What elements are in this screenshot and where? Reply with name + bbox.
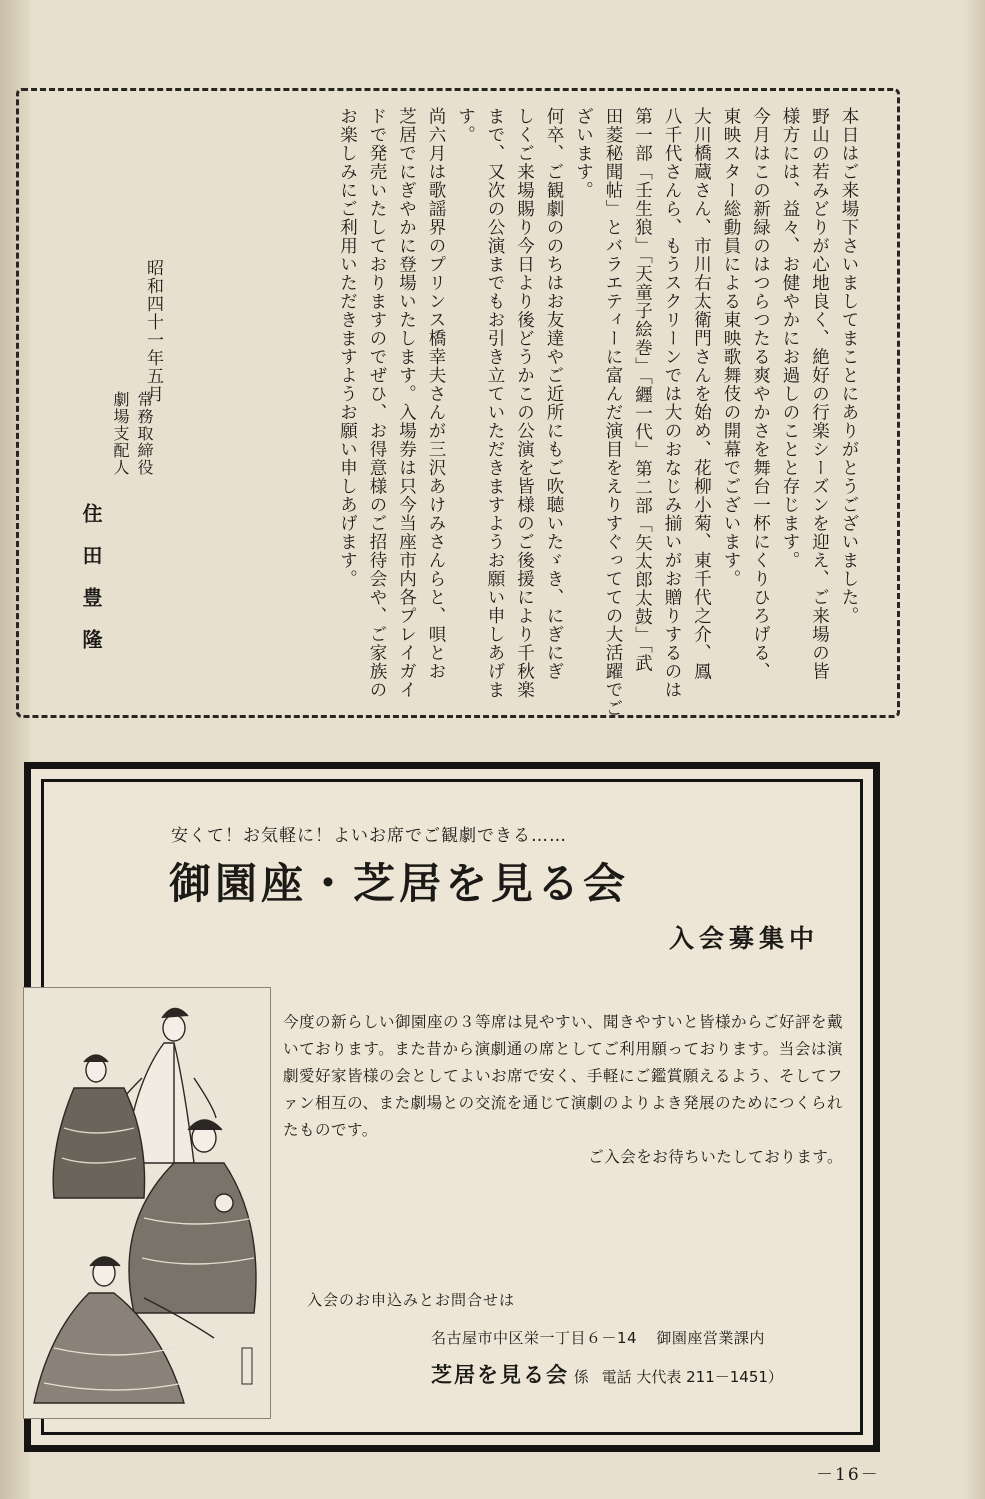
letter-line: しくご来場賜り今日より後どうかこの公演を皆様のご後援により千秋楽 <box>514 107 535 699</box>
kabuki-actors-illustration <box>23 987 271 1419</box>
signer-title-1: 常務取締役 <box>135 391 154 476</box>
letter-line: 何卒、ご観劇ののちはお友達やご近所にもご吹聴いたゞき、にぎにぎ <box>544 107 564 681</box>
signer-name: 住田豊隆 <box>79 503 103 671</box>
letter-line: 今月はこの新緑のはつらつたる爽やかさを舞台一杯にくりひろげる、 <box>750 107 771 681</box>
letter-line: 田菱秘聞帖」とバラエティーに富んだ演目をえりすぐってての大活躍でご <box>603 107 623 718</box>
letter-line: 東映スター総動員による東映歌舞伎の開幕でございます。 <box>721 107 741 588</box>
kabuki-illustration-drawing <box>24 988 270 1418</box>
ad-org-role: 係 <box>573 1368 589 1386</box>
letter-line: ざいます。 <box>573 107 594 200</box>
ad-body-paragraph: 今度の新らしい御園座の３等席は見やすい、聞きやすいと皆様からご好評を戴いております。また昔から演劇通の席としてご利用願っております。当会は演劇愛好家皆様の会としてよいお席で安く、手軽にご鑑賞願えるよう、そしてファン相互の、また劇場との交流を通じて演劇のよりよき発展のためにつくられたものです。 <box>283 1013 844 1139</box>
letter-line: 八千代さんら、もうスクリーンでは大のおなじみ揃いがお贈りするのは <box>662 107 682 699</box>
page-number: －16－ <box>816 1465 880 1485</box>
ad-contact-lead: 入会のお申込みとお問合せは <box>307 1291 516 1309</box>
letter-line: 大川橋蔵さん、市川右太衛門さんを始め、花柳小菊、東千代之介、鳳 <box>691 107 712 681</box>
letter-line: す。 <box>455 107 476 144</box>
signer-title-2: 劇場支配人 <box>111 391 130 476</box>
ad-organization-line <box>431 1359 783 1389</box>
ad-phone: 電話 大代表 211－1451） <box>601 1368 783 1386</box>
ad-title: 御園座・芝居を見る会 <box>169 859 630 908</box>
letter-line: 野山の若みどりが心地良く、絶好の行楽シーズンを迎え、ご来場の皆 <box>809 107 830 681</box>
ad-org-name: 芝居を見る会 <box>431 1363 569 1387</box>
letter-line: 尚六月は歌謡界のプリンス橋幸夫さんが三沢あけみさんらと、唄とお <box>426 107 446 681</box>
letter-line: 本日はご来場下さいましてまことにありがとうございました。 <box>839 107 859 625</box>
letter-line: 芝居でにぎやかに登場いたします。入場券は只今当座市内各プレイガイ <box>396 107 417 699</box>
ad-department: 御園座営業課内 <box>656 1329 765 1347</box>
ad-tagline: 安くて！お気軽に！よいお席でご観劇できる…… <box>171 826 567 846</box>
letter-line: ドで発売いたしておりますのでぜひ、お得意様のご招待会や、ご家族の <box>367 107 387 699</box>
greeting-letter-text <box>332 107 863 718</box>
letter-line: まで、又次の公演までもお引き立ていただきますようお願い申しあげま <box>485 107 505 699</box>
membership-advertisement <box>24 762 880 1452</box>
ad-closing: ご入会をお待ちいたしております。 <box>588 1148 843 1166</box>
page-edge-shadow <box>963 0 985 1499</box>
letter-signature <box>77 391 154 671</box>
greeting-letter-box <box>16 88 900 718</box>
ad-subtitle: 入会募集中 <box>668 924 819 953</box>
letter-line: 第一部「壬生狼」「天童子絵巻」「纒一代」第二部「矢太郎太鼓」「武 <box>632 107 653 673</box>
letter-date: 昭和四十一年五月 <box>143 259 163 403</box>
letter-line: お楽しみにご利用いただきますようお願い申しあげます。 <box>337 107 358 588</box>
letter-line: 様方には、益々、お健やかにお過しのことと存じます。 <box>780 107 800 570</box>
ad-address: 名古屋市中区栄一丁目６－14 <box>431 1329 638 1347</box>
ad-body <box>283 1009 843 1171</box>
ad-address-line <box>431 1327 779 1348</box>
